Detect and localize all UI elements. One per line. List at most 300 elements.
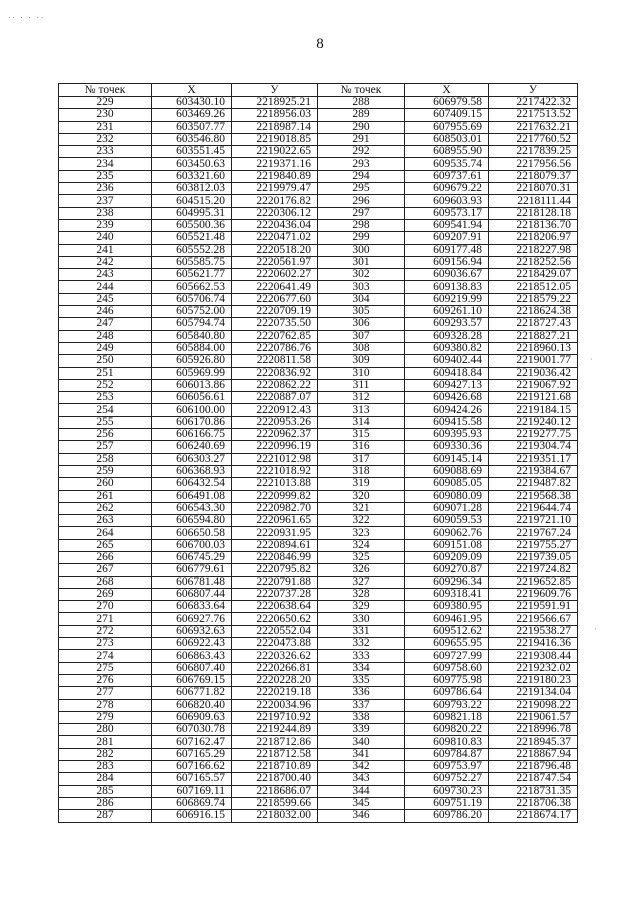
cell-y-left: 2220228.20 <box>232 674 318 686</box>
cell-x-left: 606056.61 <box>152 392 232 404</box>
cell-y-right: 2219184.15 <box>489 404 578 416</box>
cell-point-number-left: 248 <box>59 330 152 342</box>
cell-y-right: 2218706.38 <box>489 797 578 809</box>
cell-point-number-right: 333 <box>318 650 405 662</box>
cell-point-number-right: 289 <box>318 109 405 121</box>
cell-x-left: 605752.00 <box>152 306 232 318</box>
table-row <box>59 183 578 195</box>
table-row <box>59 613 578 625</box>
cell-y-left: 2220641.49 <box>232 281 318 293</box>
cell-x-left: 605521.48 <box>152 232 232 244</box>
scan-speck: · <box>594 625 597 634</box>
cell-y-right: 2218079.37 <box>489 170 578 182</box>
cell-y-right: 2218136.70 <box>489 219 578 231</box>
cell-y-right: 2219739.05 <box>489 551 578 563</box>
cell-x-left: 606100.00 <box>152 404 232 416</box>
cell-x-left: 603469.26 <box>152 109 232 121</box>
cell-x-left: 605926.80 <box>152 355 232 367</box>
header-x-left: X <box>152 84 232 97</box>
table-row <box>59 674 578 686</box>
cell-y-left: 2218925.21 <box>232 97 318 109</box>
cell-point-number-right: 339 <box>318 724 405 736</box>
cell-point-number-left: 234 <box>59 158 152 170</box>
cell-y-left: 2218032.00 <box>232 810 318 822</box>
cell-y-right: 2217422.32 <box>489 97 578 109</box>
cell-y-right: 2219591.91 <box>489 601 578 613</box>
cell-y-right: 2218960.13 <box>489 342 578 354</box>
table-row <box>59 330 578 342</box>
cell-x-right: 609655.95 <box>405 638 489 650</box>
cell-point-number-left: 281 <box>59 736 152 748</box>
cell-x-right: 609380.82 <box>405 342 489 354</box>
cell-y-left: 2220552.04 <box>232 625 318 637</box>
cell-x-right: 609080.09 <box>405 490 489 502</box>
table-row <box>59 527 578 539</box>
cell-x-left: 606303.27 <box>152 453 232 465</box>
cell-x-right: 609426.68 <box>405 392 489 404</box>
cell-x-right: 608503.01 <box>405 133 489 145</box>
cell-y-right: 2218579.22 <box>489 293 578 305</box>
cell-x-right: 609088.69 <box>405 465 489 477</box>
table-row <box>59 478 578 490</box>
cell-point-number-left: 273 <box>59 638 152 650</box>
cell-point-number-right: 341 <box>318 748 405 760</box>
cell-point-number-left: 257 <box>59 441 152 453</box>
cell-x-left: 605552.28 <box>152 244 232 256</box>
table-row <box>59 687 578 699</box>
cell-y-left: 2219840.89 <box>232 170 318 182</box>
table-row <box>59 785 578 797</box>
cell-x-left: 603430.10 <box>152 97 232 109</box>
cell-point-number-left: 231 <box>59 121 152 133</box>
cell-y-left: 2220735.50 <box>232 318 318 330</box>
table-row <box>59 588 578 600</box>
cell-x-right: 609727.99 <box>405 650 489 662</box>
cell-y-right: 2219308.44 <box>489 650 578 662</box>
table-row <box>59 515 578 527</box>
cell-y-left: 2219022.65 <box>232 146 318 158</box>
cell-x-left: 605662.53 <box>152 281 232 293</box>
cell-y-left: 2220638.64 <box>232 601 318 613</box>
cell-x-left: 605500.36 <box>152 219 232 231</box>
cell-y-left: 2220306.12 <box>232 207 318 219</box>
cell-y-right: 2219767.24 <box>489 527 578 539</box>
cell-x-right: 609415.58 <box>405 416 489 428</box>
cell-point-number-right: 308 <box>318 342 405 354</box>
table-row <box>59 416 578 428</box>
cell-y-left: 2218686.07 <box>232 785 318 797</box>
cell-x-right: 607409.15 <box>405 109 489 121</box>
cell-y-left: 2220999.82 <box>232 490 318 502</box>
cell-y-right: 2218111.44 <box>489 195 578 207</box>
cell-y-left: 2218712.86 <box>232 736 318 748</box>
cell-point-number-right: 329 <box>318 601 405 613</box>
cell-x-left: 606916.15 <box>152 810 232 822</box>
cell-x-right: 609820.22 <box>405 724 489 736</box>
cell-point-number-left: 286 <box>59 797 152 809</box>
cell-y-left: 2220326.62 <box>232 650 318 662</box>
cell-x-left: 606491.08 <box>152 490 232 502</box>
cell-y-right: 2218727.43 <box>489 318 578 330</box>
cell-y-right: 2219538.27 <box>489 625 578 637</box>
table-row <box>59 293 578 305</box>
cell-point-number-left: 254 <box>59 404 152 416</box>
table-row <box>59 797 578 809</box>
cell-point-number-right: 345 <box>318 797 405 809</box>
cell-point-number-left: 244 <box>59 281 152 293</box>
cell-x-left: 607030.78 <box>152 724 232 736</box>
cell-point-number-left: 260 <box>59 478 152 490</box>
cell-x-left: 607165.57 <box>152 773 232 785</box>
cell-y-left: 2220473.88 <box>232 638 318 650</box>
cell-y-left: 2221018.92 <box>232 465 318 477</box>
cell-x-right: 609810.83 <box>405 736 489 748</box>
cell-y-right: 2219098.22 <box>489 699 578 711</box>
table-row <box>59 256 578 268</box>
cell-point-number-left: 267 <box>59 564 152 576</box>
cell-y-right: 2217632.21 <box>489 121 578 133</box>
cell-x-right: 609679.22 <box>405 183 489 195</box>
cell-point-number-right: 330 <box>318 613 405 625</box>
cell-point-number-left: 236 <box>59 183 152 195</box>
table-row <box>59 392 578 404</box>
table-row <box>59 638 578 650</box>
table-row <box>59 195 578 207</box>
cell-x-right: 609395.93 <box>405 429 489 441</box>
cell-x-left: 603450.63 <box>152 158 232 170</box>
cell-point-number-right: 310 <box>318 367 405 379</box>
table-row <box>59 441 578 453</box>
cell-y-left: 2219244.89 <box>232 724 318 736</box>
cell-point-number-left: 252 <box>59 379 152 391</box>
table-row <box>59 761 578 773</box>
cell-y-right: 2219232.02 <box>489 662 578 674</box>
cell-x-right: 609427.13 <box>405 379 489 391</box>
cell-x-left: 606807.44 <box>152 588 232 600</box>
table-row <box>59 736 578 748</box>
cell-point-number-left: 259 <box>59 465 152 477</box>
cell-y-left: 2220561.97 <box>232 256 318 268</box>
cell-x-right: 609786.64 <box>405 687 489 699</box>
table-row <box>59 404 578 416</box>
cell-x-right: 609775.98 <box>405 674 489 686</box>
cell-point-number-right: 299 <box>318 232 405 244</box>
cell-y-left: 2220962.37 <box>232 429 318 441</box>
cell-y-left: 2220791.88 <box>232 576 318 588</box>
table-row <box>59 539 578 551</box>
cell-y-right: 2217513.52 <box>489 109 578 121</box>
cell-point-number-left: 239 <box>59 219 152 231</box>
cell-point-number-left: 284 <box>59 773 152 785</box>
cell-point-number-right: 321 <box>318 502 405 514</box>
cell-y-right: 2219240.12 <box>489 416 578 428</box>
cell-x-right: 609036.67 <box>405 269 489 281</box>
cell-x-right: 609059.53 <box>405 515 489 527</box>
cell-point-number-right: 320 <box>318 490 405 502</box>
cell-point-number-left: 237 <box>59 195 152 207</box>
cell-point-number-left: 233 <box>59 146 152 158</box>
cell-point-number-right: 323 <box>318 527 405 539</box>
table-row <box>59 355 578 367</box>
table-row <box>59 269 578 281</box>
cell-y-right: 2219644.74 <box>489 502 578 514</box>
cell-y-right: 2218429.07 <box>489 269 578 281</box>
cell-y-left: 2220737.28 <box>232 588 318 600</box>
cell-point-number-left: 266 <box>59 551 152 563</box>
cell-point-number-left: 243 <box>59 269 152 281</box>
cell-x-left: 604515.20 <box>152 195 232 207</box>
cell-y-left: 2221012.98 <box>232 453 318 465</box>
table-row <box>59 342 578 354</box>
cell-x-left: 605969.99 <box>152 367 232 379</box>
cell-x-left: 605706.74 <box>152 293 232 305</box>
header-y-right: У <box>489 84 578 97</box>
cell-point-number-right: 332 <box>318 638 405 650</box>
cell-point-number-left: 277 <box>59 687 152 699</box>
cell-x-left: 606745.29 <box>152 551 232 563</box>
cell-point-number-left: 245 <box>59 293 152 305</box>
cell-x-left: 606927.76 <box>152 613 232 625</box>
cell-point-number-right: 292 <box>318 146 405 158</box>
cell-y-right: 2218674.17 <box>489 810 578 822</box>
cell-point-number-left: 270 <box>59 601 152 613</box>
cell-x-right: 609071.28 <box>405 502 489 514</box>
cell-x-left: 606594.80 <box>152 515 232 527</box>
cell-point-number-right: 346 <box>318 810 405 822</box>
cell-x-left: 606909.63 <box>152 711 232 723</box>
cell-y-left: 2221013.88 <box>232 478 318 490</box>
cell-y-left: 2218956.03 <box>232 109 318 121</box>
cell-x-right: 609270.87 <box>405 564 489 576</box>
cell-x-right: 607955.69 <box>405 121 489 133</box>
cell-x-left: 607166.62 <box>152 761 232 773</box>
cell-y-left: 2220677.60 <box>232 293 318 305</box>
cell-point-number-left: 278 <box>59 699 152 711</box>
cell-y-right: 2219061.57 <box>489 711 578 723</box>
coordinates-table <box>58 83 578 823</box>
cell-y-right: 2217839.25 <box>489 146 578 158</box>
cell-point-number-left: 287 <box>59 810 152 822</box>
cell-x-left: 603507.77 <box>152 121 232 133</box>
table-row <box>59 121 578 133</box>
cell-x-right: 609751.19 <box>405 797 489 809</box>
cell-x-left: 606432.54 <box>152 478 232 490</box>
cell-point-number-left: 250 <box>59 355 152 367</box>
cell-x-right: 609219.99 <box>405 293 489 305</box>
table-row <box>59 810 578 822</box>
cell-y-right: 2219755.27 <box>489 539 578 551</box>
cell-point-number-left: 262 <box>59 502 152 514</box>
cell-y-left: 2220996.19 <box>232 441 318 453</box>
cell-point-number-left: 282 <box>59 748 152 760</box>
cell-x-right: 609207.91 <box>405 232 489 244</box>
cell-point-number-right: 337 <box>318 699 405 711</box>
cell-y-right: 2218070.31 <box>489 183 578 195</box>
cell-y-right: 2219609.76 <box>489 588 578 600</box>
cell-x-left: 605794.74 <box>152 318 232 330</box>
cell-point-number-right: 301 <box>318 256 405 268</box>
cell-y-left: 2219371.16 <box>232 158 318 170</box>
scan-artifact-mark: ·· · · ·· <box>8 14 46 22</box>
table-row <box>59 379 578 391</box>
cell-x-right: 609541.94 <box>405 219 489 231</box>
cell-y-right: 2218945.37 <box>489 736 578 748</box>
cell-point-number-left: 238 <box>59 207 152 219</box>
cell-y-left: 2218599.66 <box>232 797 318 809</box>
cell-x-right: 609512.62 <box>405 625 489 637</box>
cell-point-number-left: 255 <box>59 416 152 428</box>
table-row <box>59 662 578 674</box>
header-x-right: X <box>405 84 489 97</box>
table-row <box>59 207 578 219</box>
cell-point-number-right: 315 <box>318 429 405 441</box>
table-row <box>59 551 578 563</box>
cell-point-number-right: 305 <box>318 306 405 318</box>
cell-y-right: 2219036.42 <box>489 367 578 379</box>
cell-point-number-right: 302 <box>318 269 405 281</box>
cell-y-right: 2219277.75 <box>489 429 578 441</box>
cell-point-number-right: 326 <box>318 564 405 576</box>
cell-x-right: 609730.23 <box>405 785 489 797</box>
cell-point-number-right: 314 <box>318 416 405 428</box>
cell-x-right: 609535.74 <box>405 158 489 170</box>
cell-point-number-right: 340 <box>318 736 405 748</box>
cell-x-left: 606368.93 <box>152 465 232 477</box>
cell-y-right: 2218996.78 <box>489 724 578 736</box>
scan-speck: · <box>590 355 593 364</box>
cell-point-number-left: 263 <box>59 515 152 527</box>
cell-x-right: 609330.36 <box>405 441 489 453</box>
table-row <box>59 650 578 662</box>
cell-x-right: 609603.93 <box>405 195 489 207</box>
table-row <box>59 170 578 182</box>
cell-x-left: 605840.80 <box>152 330 232 342</box>
cell-x-left: 606170.86 <box>152 416 232 428</box>
cell-y-left: 2220846.99 <box>232 551 318 563</box>
table-row <box>59 306 578 318</box>
cell-point-number-right: 344 <box>318 785 405 797</box>
cell-point-number-left: 275 <box>59 662 152 674</box>
cell-point-number-left: 283 <box>59 761 152 773</box>
cell-y-right: 2218867.94 <box>489 748 578 760</box>
cell-point-number-right: 327 <box>318 576 405 588</box>
cell-y-right: 2219568.38 <box>489 490 578 502</box>
cell-point-number-left: 235 <box>59 170 152 182</box>
cell-point-number-right: 342 <box>318 761 405 773</box>
cell-y-left: 2220862.22 <box>232 379 318 391</box>
cell-point-number-left: 242 <box>59 256 152 268</box>
cell-y-right: 2218227.98 <box>489 244 578 256</box>
cell-x-left: 607165.29 <box>152 748 232 760</box>
cell-point-number-right: 336 <box>318 687 405 699</box>
cell-x-left: 606807.40 <box>152 662 232 674</box>
cell-x-right: 609261.10 <box>405 306 489 318</box>
cell-y-right: 2218747.54 <box>489 773 578 785</box>
cell-x-right: 609062.76 <box>405 527 489 539</box>
cell-x-left: 603321.60 <box>152 170 232 182</box>
cell-x-left: 607169.11 <box>152 785 232 797</box>
cell-x-right: 609085.05 <box>405 478 489 490</box>
cell-x-left: 606781.48 <box>152 576 232 588</box>
cell-y-left: 2220709.19 <box>232 306 318 318</box>
cell-x-right: 609753.97 <box>405 761 489 773</box>
cell-x-right: 609138.83 <box>405 281 489 293</box>
cell-x-right: 609209.09 <box>405 551 489 563</box>
cell-x-left: 605585.75 <box>152 256 232 268</box>
cell-x-left: 606932.63 <box>152 625 232 637</box>
cell-x-right: 609151.08 <box>405 539 489 551</box>
cell-x-left: 606820.40 <box>152 699 232 711</box>
table-header-row <box>59 84 578 97</box>
cell-x-left: 606863.43 <box>152 650 232 662</box>
cell-y-right: 2217956.56 <box>489 158 578 170</box>
cell-x-right: 609328.28 <box>405 330 489 342</box>
header-point-number-right: № точек <box>318 84 405 97</box>
cell-y-left: 2218712.58 <box>232 748 318 760</box>
cell-point-number-left: 274 <box>59 650 152 662</box>
cell-point-number-right: 334 <box>318 662 405 674</box>
header-y-left: У <box>232 84 318 97</box>
cell-x-left: 603551.45 <box>152 146 232 158</box>
table-row <box>59 502 578 514</box>
cell-point-number-right: 311 <box>318 379 405 391</box>
cell-y-left: 2218700.40 <box>232 773 318 785</box>
cell-point-number-left: 246 <box>59 306 152 318</box>
cell-x-right: 609784.87 <box>405 748 489 760</box>
cell-y-right: 2219121.68 <box>489 392 578 404</box>
cell-x-right: 609156.94 <box>405 256 489 268</box>
cell-point-number-left: 258 <box>59 453 152 465</box>
cell-point-number-right: 294 <box>318 170 405 182</box>
cell-y-left: 2220518.20 <box>232 244 318 256</box>
cell-y-right: 2219067.92 <box>489 379 578 391</box>
cell-point-number-right: 296 <box>318 195 405 207</box>
cell-x-left: 604995.31 <box>152 207 232 219</box>
cell-point-number-right: 307 <box>318 330 405 342</box>
cell-y-left: 2220266.81 <box>232 662 318 674</box>
cell-point-number-right: 298 <box>318 219 405 231</box>
cell-point-number-left: 256 <box>59 429 152 441</box>
cell-point-number-right: 290 <box>318 121 405 133</box>
cell-y-right: 2218796.48 <box>489 761 578 773</box>
cell-point-number-right: 288 <box>318 97 405 109</box>
cell-x-right: 609786.20 <box>405 810 489 822</box>
cell-point-number-right: 317 <box>318 453 405 465</box>
cell-y-left: 2220176.82 <box>232 195 318 207</box>
cell-y-left: 2220931.95 <box>232 527 318 539</box>
cell-point-number-left: 268 <box>59 576 152 588</box>
cell-y-left: 2220982.70 <box>232 502 318 514</box>
cell-point-number-left: 280 <box>59 724 152 736</box>
cell-y-left: 2220436.04 <box>232 219 318 231</box>
cell-point-number-right: 293 <box>318 158 405 170</box>
cell-y-right: 2219134.04 <box>489 687 578 699</box>
cell-point-number-right: 309 <box>318 355 405 367</box>
cell-y-right: 2219566.67 <box>489 613 578 625</box>
cell-y-right: 2219724.82 <box>489 564 578 576</box>
cell-point-number-right: 331 <box>318 625 405 637</box>
cell-x-left: 603812.03 <box>152 183 232 195</box>
cell-x-right: 609752.27 <box>405 773 489 785</box>
cell-y-left: 2220762.85 <box>232 330 318 342</box>
cell-point-number-left: 241 <box>59 244 152 256</box>
table-row <box>59 453 578 465</box>
cell-y-right: 2219487.82 <box>489 478 578 490</box>
table-row <box>59 158 578 170</box>
cell-x-right: 609737.61 <box>405 170 489 182</box>
cell-x-right: 609145.14 <box>405 453 489 465</box>
cell-y-left: 2219710.92 <box>232 711 318 723</box>
